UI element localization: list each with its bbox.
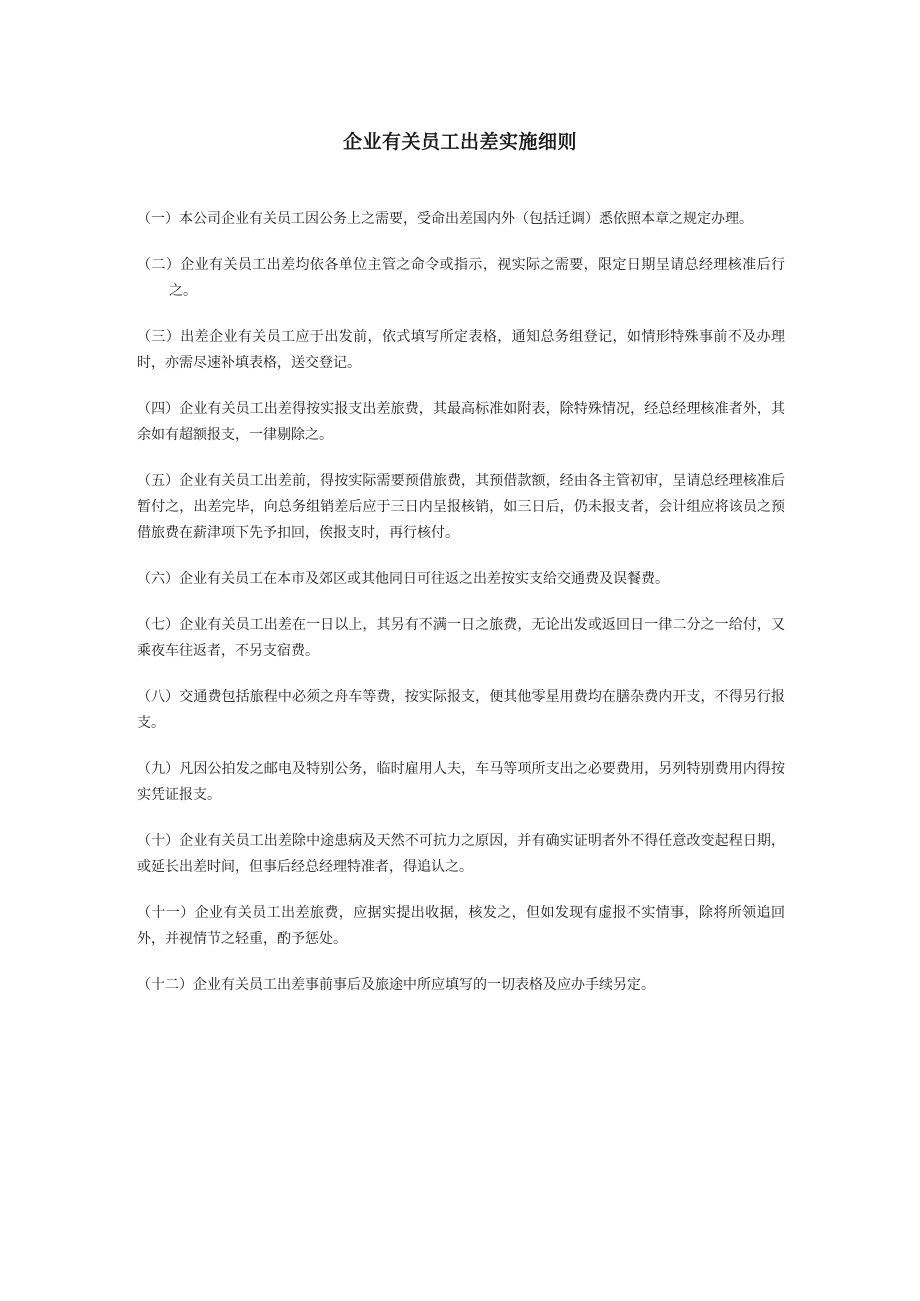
clause-2: （二）企业有关员工出差均依各单位主管之命令或指示，视实际之需要，限定日期呈请总经理核准后行之。 <box>137 257 785 299</box>
clause-3: （三）出差企业有关员工应于出发前，依式填写所定表格，通知总务组登记，如情形特殊事前不及办理时，亦需尽速补填表格，送交登记。 <box>137 329 785 371</box>
document-title: 企业有关员工出差实施细则 <box>342 131 577 153</box>
clause-7: （七）企业有关员工出差在一日以上，其另有不满一日之旅费，无论出发或返回日一律二分之一给付，又乘夜车往返者，不另支宿费。 <box>137 617 785 659</box>
clause-11: （十一）企业有关员工出差旅费，应据实提出收据，核发之，但如发现有虚报不实情事，除将所领追回外，并视情节之轻重，酌予惩处。 <box>137 905 785 947</box>
clause-6: （六）企业有关员工在本市及郊区或其他同日可往返之出差按实支给交通费及误餐费。 <box>137 571 669 587</box>
clause-12: （十二）企业有关员工出差事前事后及旅途中所应填写的一切表格及应办手续另定。 <box>137 977 655 993</box>
clause-8: （八）交通费包括旅程中必须之舟车等费，按实际报支，便其他零星用费均在膳杂费内开支，不得另行报支。 <box>137 689 785 731</box>
clause-1: （一）本公司企业有关员工因公务上之需要，受命出差国内外（包括迁调）悉依照本章之规定办理。 <box>137 211 753 227</box>
clause-5: （五）企业有关员工出差前，得按实际需要预借旅费，其预借款额，经由各主管初审，呈请总经理核准后暂付之，出差完毕，向总务组销差后应于三日内呈报核销，如三日后，仍未报支者，会计组应将该员之预借旅费在薪津项下先予扣回，俟报支时，再行核付。 <box>137 473 785 541</box>
clause-4: （四）企业有关员工出差得按实报支出差旅费，其最高标准如附表，除特殊情况，经总经理核准者外，其余如有超额报支，一律剔除之。 <box>137 401 785 443</box>
clause-10: （十）企业有关员工出差除中途患病及天然不可抗力之原因，并有确实证明者外不得任意改变起程日期，或延长出差时间，但事后经总经理特准者，得追认之。 <box>137 833 785 875</box>
clause-list <box>137 206 785 1018</box>
clause-9: （九）凡因公拍发之邮电及特别公务，临时雇用人夫，车马等项所支出之必要费用，另列特别费用内得按实凭证报支。 <box>137 761 785 803</box>
